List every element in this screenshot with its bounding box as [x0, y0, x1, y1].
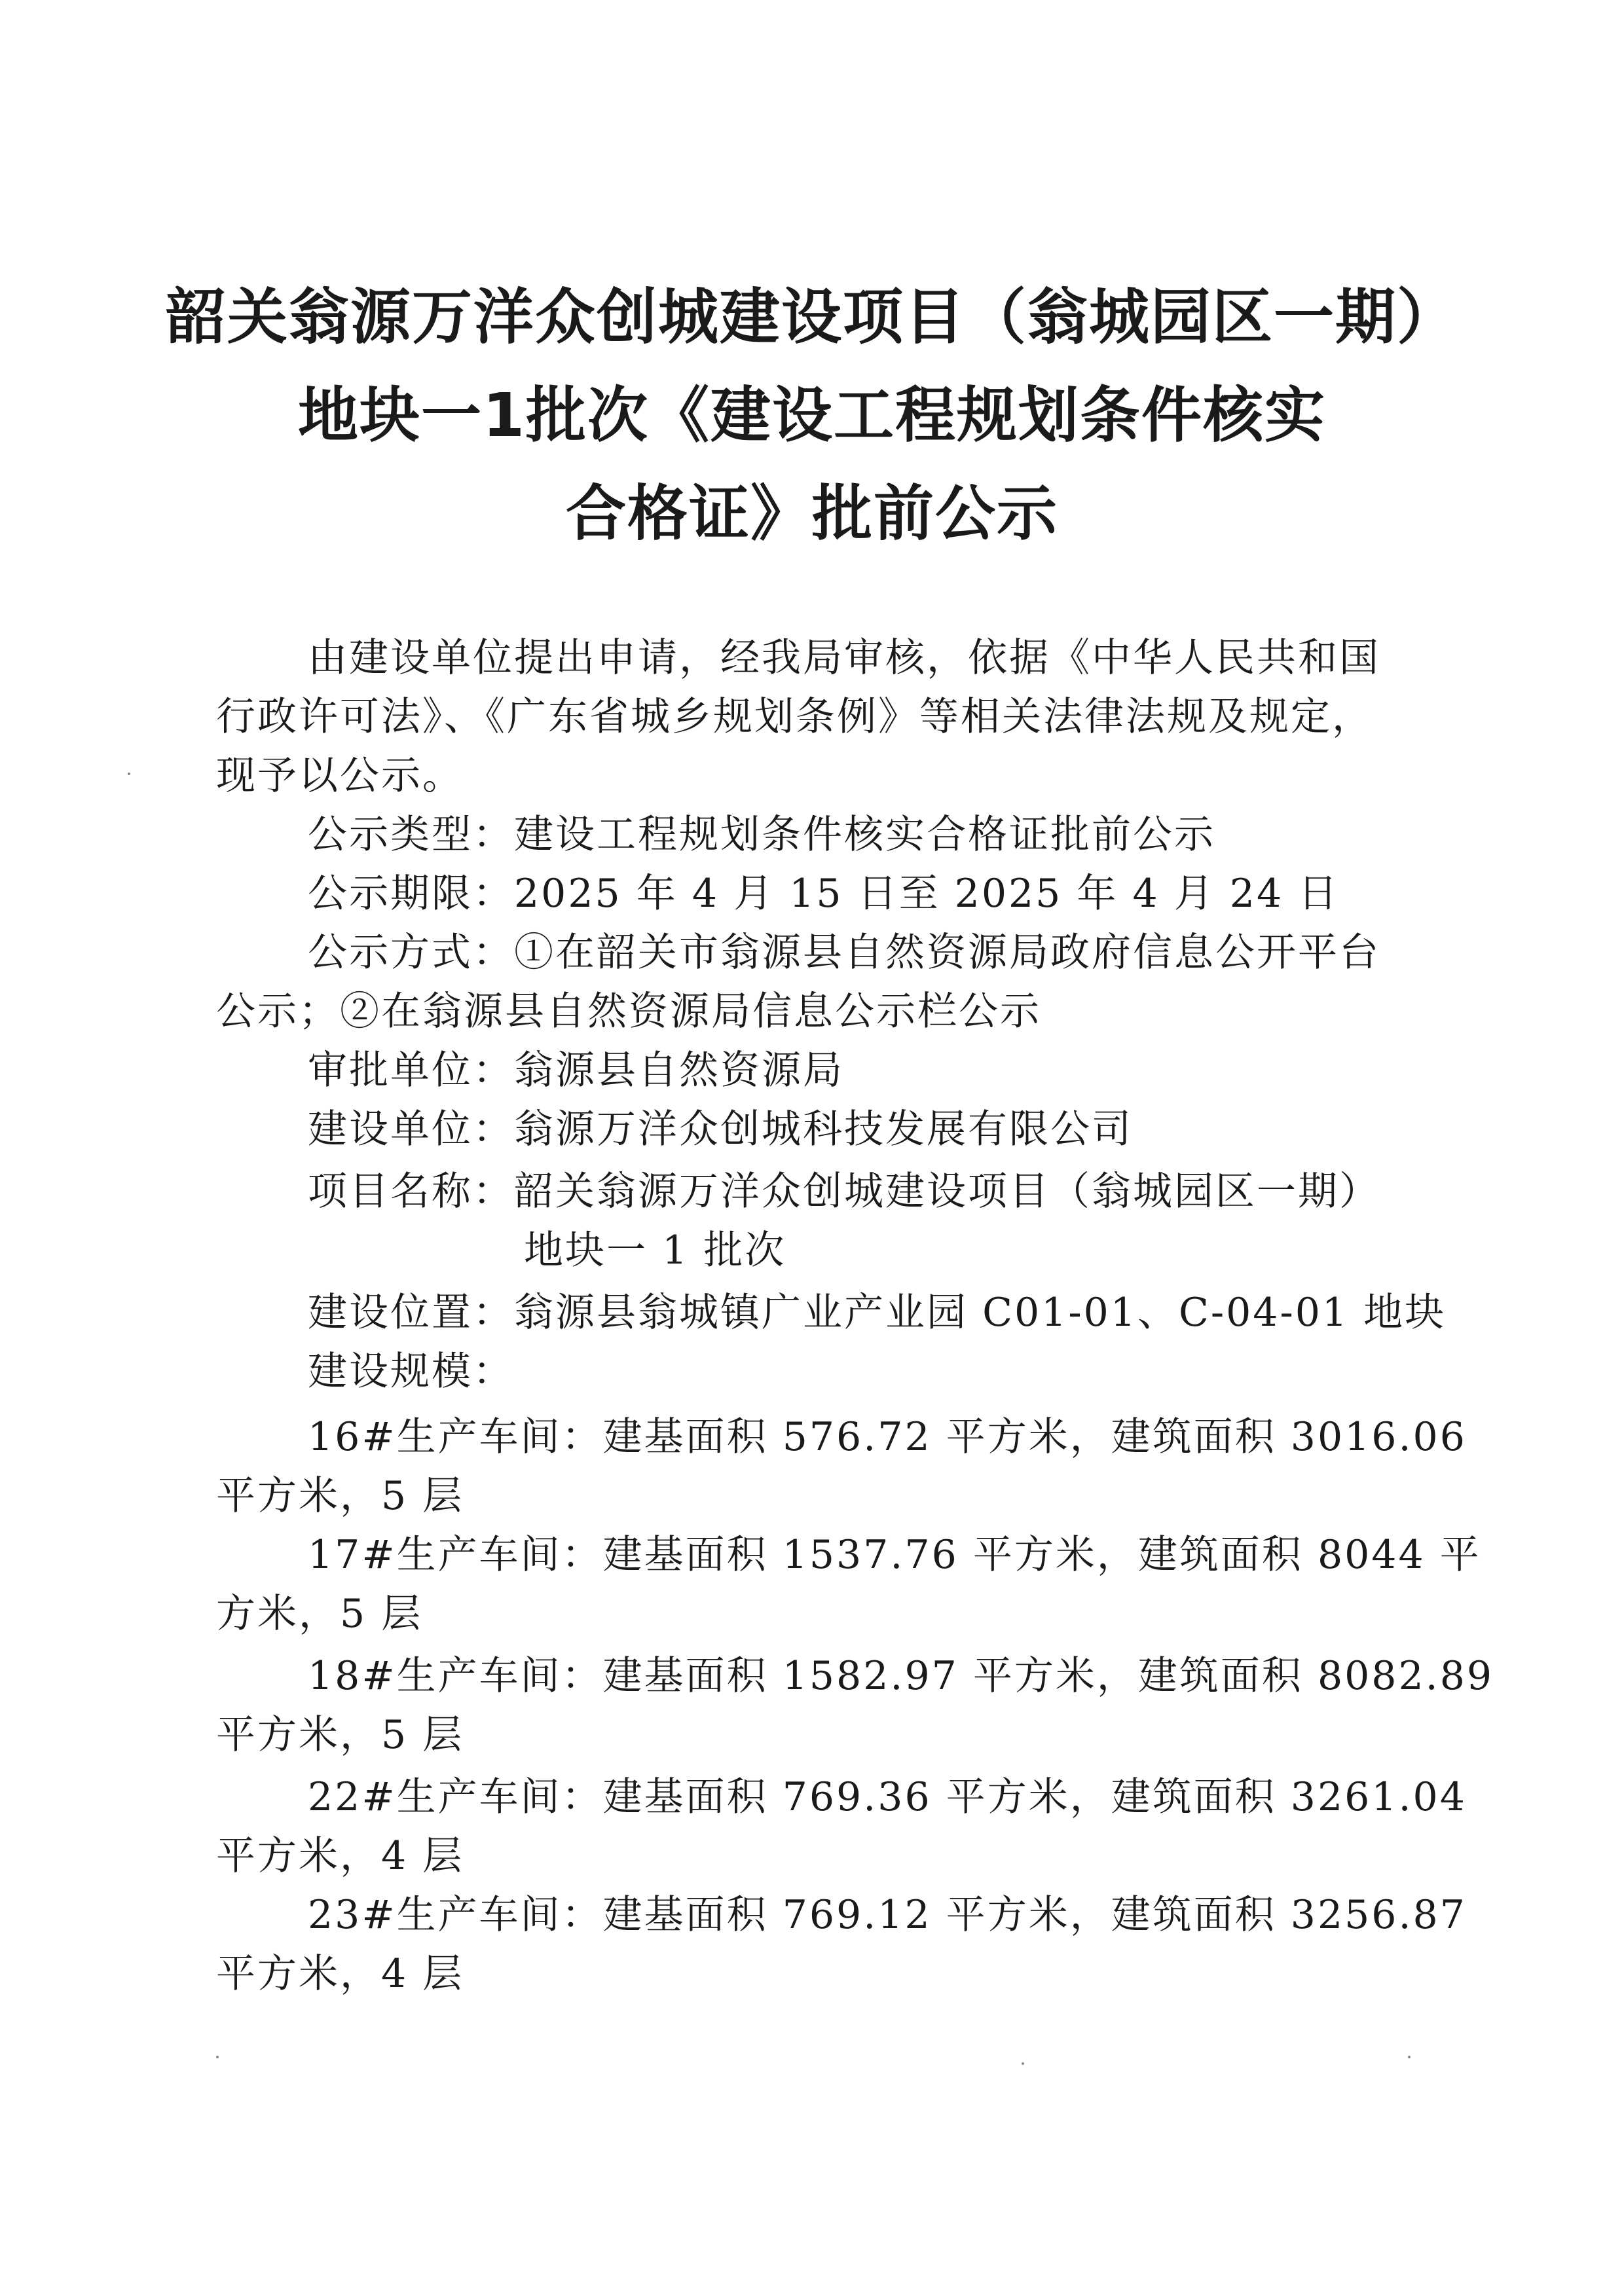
builder-label: 建设单位：	[308, 1106, 514, 1152]
builder-value: 翁源万洋众创城科技发展有限公司	[514, 1106, 1133, 1152]
notice-method-label: 公示方式：	[308, 930, 514, 975]
notice-method-value-1: ①在韶关市翁源县自然资源局政府信息公开平台	[514, 930, 1380, 975]
notice-type-field	[308, 805, 1215, 864]
building-23-line-1: 23#生产车间：建基面积 769.12 平方米，建筑面积 3256.87	[308, 1892, 1467, 1938]
location-label: 建设位置：	[308, 1290, 514, 1336]
building-16-line-2: 平方米，5 层	[216, 1473, 464, 1519]
scan-speck	[1022, 2062, 1024, 2065]
intro-line-3: 现予以公示。	[216, 753, 464, 799]
building-17-line-1: 17#生产车间：建基面积 1537.76 平方米，建筑面积 8044 平	[308, 1532, 1481, 1578]
building-22-line-1: 22#生产车间：建基面积 769.36 平方米，建筑面积 3261.04	[308, 1774, 1467, 1820]
notice-type-label: 公示类型：	[308, 812, 514, 858]
notice-period-label: 公示期限：	[308, 871, 514, 917]
project-name-label: 项目名称：	[308, 1169, 514, 1214]
intro-line-2: 行政许可法》、《广东省城乡规划条例》等相关法律法规及规定，	[216, 694, 1373, 740]
approver-value: 翁源县自然资源局	[514, 1048, 844, 1093]
scale-label: 建设规模：	[308, 1349, 514, 1394]
notice-type-value: 建设工程规划条件核实合格证批前公示	[514, 812, 1215, 858]
notice-period-value: 2025 年 4 月 15 日至 2025 年 4 月 24 日	[514, 871, 1340, 917]
approver-field	[308, 1041, 844, 1100]
builder-field	[308, 1100, 1133, 1159]
notice-method-field	[308, 923, 1380, 982]
project-name-value-2: 地块一 1 批次	[524, 1228, 786, 1273]
project-name-field	[308, 1162, 1380, 1221]
scan-speck	[216, 2056, 219, 2058]
page-title-line-2: 地块一1批次《建设工程规划条件核实	[297, 380, 1326, 450]
building-18-line-2: 平方米，5 层	[216, 1712, 464, 1758]
building-22-line-2: 平方米，4 层	[216, 1833, 464, 1879]
approver-label: 审批单位：	[308, 1048, 514, 1093]
location-field	[308, 1283, 1446, 1342]
scan-speck	[1408, 2056, 1411, 2058]
building-23-line-2: 平方米，4 层	[216, 1951, 464, 1997]
page-title-line-3: 合格证》批前公示	[565, 479, 1058, 549]
project-name-value-1: 韶关翁源万洋众创城建设项目（翁城园区一期）	[514, 1169, 1380, 1214]
location-value: 翁源县翁城镇广业产业园 C01-01、C-04-01 地块	[514, 1290, 1447, 1336]
scan-speck	[128, 773, 130, 775]
building-16-line-1: 16#生产车间：建基面积 576.72 平方米，建筑面积 3016.06	[308, 1414, 1467, 1460]
building-18-line-1: 18#生产车间：建基面积 1582.97 平方米，建筑面积 8082.89	[308, 1653, 1494, 1699]
building-17-line-2: 方米，5 层	[216, 1591, 423, 1637]
intro-line-1: 由建设单位提出申请，经我局审核，依据《中华人民共和国	[308, 635, 1380, 681]
notice-period-field	[308, 864, 1339, 923]
page-title-line-1: 韶关翁源万洋众创城建设项目（翁城园区一期）	[165, 282, 1458, 352]
notice-method-value-2: 公示；②在翁源县自然资源局信息公示栏公示	[216, 989, 1041, 1034]
